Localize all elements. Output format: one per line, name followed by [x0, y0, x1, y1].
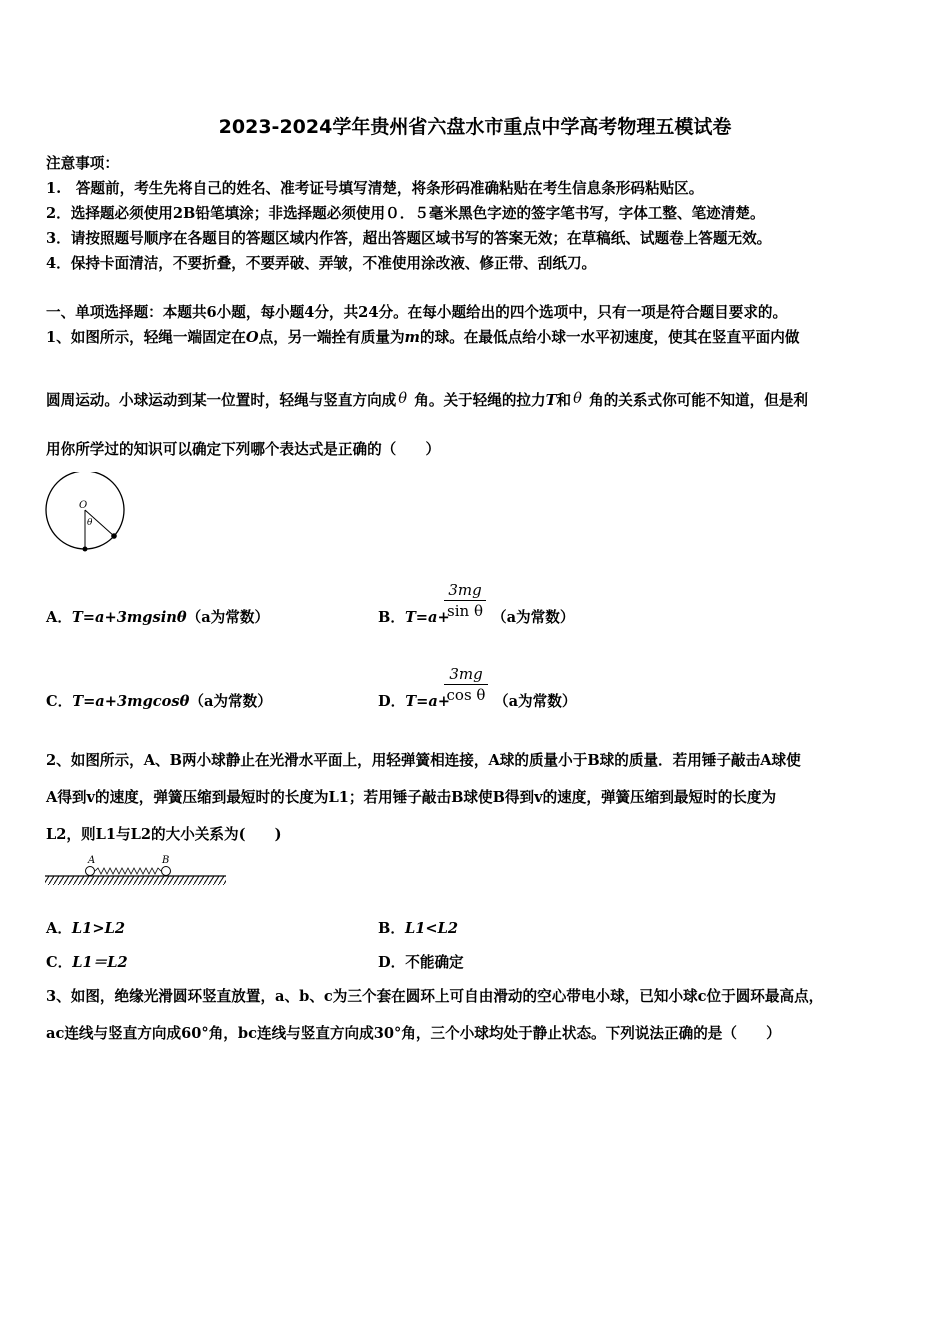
notice-item-4: 4．保持卡面清洁，不要折叠，不要弄破、弄皱，不准使用涂改液、修正带、刮纸刀。	[46, 255, 597, 272]
q1-option-a: A．T=a+3mgsinθ（a为常数）	[46, 609, 270, 626]
q1-option-d-note: （a为常数）	[494, 693, 577, 710]
q1-option-b: B．T=a+	[378, 609, 450, 626]
lowest-point	[83, 547, 88, 552]
label-A: A	[88, 855, 96, 866]
q1-line-2: 圆周运动。小球运动到某一位置时，轻绳与竖直方向成 θ 角。关于轻绳的拉力T和 θ 角的关系式你可能不知道，但是利	[46, 390, 809, 409]
q1-option-d-fraction: 3mg cos θ	[444, 665, 488, 704]
q2-option-d: D．不能确定	[378, 954, 464, 971]
q1-option-c: C．T=a+3mgcosθ（a为常数）	[46, 693, 272, 710]
q3-line-2: ac连线与竖直方向成60°角，bc连线与竖直方向成30°角，三个小球均处于静止状态。下列说法正确的是（ ）	[46, 1025, 781, 1042]
notice-item-2: 2．选择题必须使用2B铅笔填涂；非选择题必须使用０．５毫米黑色字迹的签字笔书写，字体工整、笔迹清楚。	[46, 205, 765, 222]
pendulum-figure	[42, 472, 132, 556]
spring-figure	[44, 852, 230, 888]
section-heading: 一、单项选择题：本题共6小题，每小题4分，共24分。在每小题给出的四个选项中，只有一项是符合题目要求的。	[46, 304, 788, 321]
label-theta: θ	[87, 518, 93, 528]
q2-option-c: C．L1＝L2	[46, 954, 128, 971]
q1-option-b-fraction: 3mg sin θ	[444, 581, 486, 620]
q1-line-3: 用你所学过的知识可以确定下列哪个表达式是正确的（ ）	[46, 441, 441, 458]
ball-a	[86, 867, 95, 876]
notice-item-3: 3．请按照题号顺序在各题目的答题区域内作答，超出答题区域书写的答案无效；在草稿纸、试题卷上答题无效。	[46, 230, 772, 247]
ground-hatch	[45, 876, 226, 885]
q2-line-3: L2，则L1与L2的大小关系为( )	[46, 826, 282, 843]
ball-b	[162, 867, 171, 876]
label-O: O	[79, 500, 88, 511]
page-title: 2023-2024学年贵州省六盘水市重点中学高考物理五模试卷	[218, 116, 732, 138]
q1-line-1: 1、如图所示，轻绳一端固定在O点，另一端拴有质量为m的球。在最低点给小球一水平初速度，使其在竖直平面内做	[46, 329, 800, 346]
label-B: B	[162, 855, 170, 866]
q1-option-b-note: （a为常数）	[492, 609, 575, 626]
q2-line-1: 2、如图所示，A、B两小球静止在光滑水平面上，用轻弹簧相连接，A球的质量小于B球的质量．若用锤子敲击A球使	[46, 752, 801, 769]
ball	[111, 533, 117, 539]
notice-item-1: 1. 答题前，考生先将自己的姓名、准考证号填写清楚，将条形码准确粘贴在考生信息条形码粘贴区。	[46, 180, 704, 197]
q2-line-2: A得到v的速度，弹簧压缩到最短时的长度为L1；若用锤子敲击B球使B得到v的速度，弹簧压缩到最短时的长度为	[46, 789, 777, 806]
notice-heading: 注意事项：	[46, 155, 119, 172]
q1-option-d: D．T=a+	[378, 693, 451, 710]
q3-line-1: 3、如图，绝缘光滑圆环竖直放置，a、b、c为三个套在圆环上可自由滑动的空心带电小球，已知小球c位于圆环最高点，	[46, 988, 824, 1005]
spring	[95, 868, 161, 874]
q2-option-a: A．L1>L2	[46, 920, 125, 937]
q2-option-b: B．L1<L2	[378, 920, 458, 937]
